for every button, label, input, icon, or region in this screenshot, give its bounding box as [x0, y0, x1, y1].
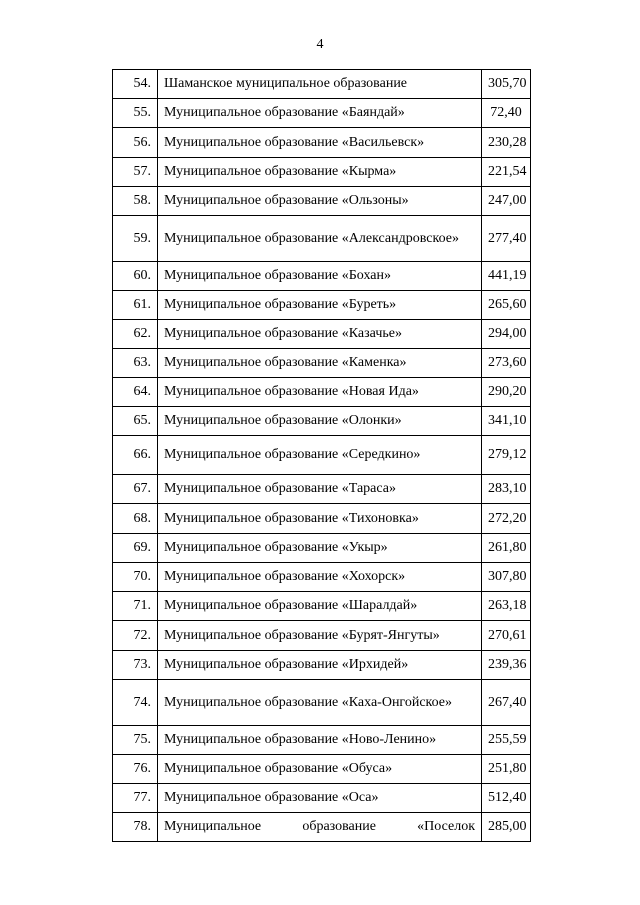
- municipality-value: 230,28: [482, 128, 531, 158]
- row-number: 77.: [113, 784, 158, 813]
- municipality-value: 265,60: [482, 291, 531, 320]
- table-row: [113, 504, 531, 534]
- municipality-name: Шаманское муниципальное образование: [158, 70, 482, 99]
- municipality-name: Муниципальное образование «Ирхидей»: [158, 651, 482, 680]
- row-number: 62.: [113, 320, 158, 349]
- municipality-name: Муниципальное образование «Новая Ида»: [158, 378, 482, 407]
- municipality-name: Муниципальное образование «Тихоновка»: [158, 504, 482, 534]
- row-number: 60.: [113, 262, 158, 291]
- municipality-name: Муниципальное образование «Олонки»: [158, 407, 482, 436]
- municipality-value: 72,40: [482, 99, 531, 128]
- municipality-name: Муниципальное образование «Ользоны»: [158, 187, 482, 216]
- table-row: [113, 187, 531, 216]
- row-number: 75.: [113, 726, 158, 755]
- municipality-value: 273,60: [482, 349, 531, 378]
- row-number: 57.: [113, 158, 158, 187]
- row-number: 59.: [113, 216, 158, 262]
- table-row: [113, 436, 531, 475]
- table-row: [113, 621, 531, 651]
- municipality-value: 261,80: [482, 534, 531, 563]
- municipality-name: Муниципальное образование «Александровское»: [158, 216, 482, 262]
- municipality-value: 279,12: [482, 436, 531, 475]
- municipality-value: 283,10: [482, 475, 531, 504]
- table-row: [113, 726, 531, 755]
- municipality-value: 247,00: [482, 187, 531, 216]
- row-number: 68.: [113, 504, 158, 534]
- table-row: [113, 651, 531, 680]
- table-row: [113, 320, 531, 349]
- municipality-name: Муниципальное образование «Обуса»: [158, 755, 482, 784]
- municipality-name: Муниципальное образование «Тараса»: [158, 475, 482, 504]
- row-number: 64.: [113, 378, 158, 407]
- municipality-name: Муниципальное образование «Поселок: [158, 813, 482, 842]
- municipality-value: 272,20: [482, 504, 531, 534]
- table-row: [113, 128, 531, 158]
- table-row: [113, 70, 531, 99]
- municipality-value: 305,70: [482, 70, 531, 99]
- table-row: [113, 407, 531, 436]
- municipality-value: 255,59: [482, 726, 531, 755]
- row-number: 70.: [113, 563, 158, 592]
- row-number: 63.: [113, 349, 158, 378]
- table-row: [113, 592, 531, 621]
- table-row: [113, 216, 531, 262]
- municipality-name: Муниципальное образование «Кырма»: [158, 158, 482, 187]
- municipality-name: Муниципальное образование «Каменка»: [158, 349, 482, 378]
- row-number: 61.: [113, 291, 158, 320]
- municipality-value: 277,40: [482, 216, 531, 262]
- municipality-value: 239,36: [482, 651, 531, 680]
- row-number: 73.: [113, 651, 158, 680]
- row-number: 55.: [113, 99, 158, 128]
- municipality-name: Муниципальное образование «Укыр»: [158, 534, 482, 563]
- table-row: [113, 291, 531, 320]
- municipality-value: 267,40: [482, 680, 531, 726]
- row-number: 58.: [113, 187, 158, 216]
- municipality-name: Муниципальное образование «Каха-Онгойское»: [158, 680, 482, 726]
- municipality-name: Муниципальное образование «Бурят-Янгуты»: [158, 621, 482, 651]
- table-row: [113, 784, 531, 813]
- table-row: [113, 475, 531, 504]
- municipality-value: 263,18: [482, 592, 531, 621]
- municipality-value: 512,40: [482, 784, 531, 813]
- municipality-value: 221,54: [482, 158, 531, 187]
- municipality-value: 441,19: [482, 262, 531, 291]
- municipality-name: Муниципальное образование «Хохорск»: [158, 563, 482, 592]
- municipality-name: Муниципальное образование «Середкино»: [158, 436, 482, 475]
- row-number: 72.: [113, 621, 158, 651]
- municipality-value: 251,80: [482, 755, 531, 784]
- municipality-value: 307,80: [482, 563, 531, 592]
- row-number: 54.: [113, 70, 158, 99]
- table-row: [113, 158, 531, 187]
- table-row: [113, 680, 531, 726]
- table-row: [113, 262, 531, 291]
- municipality-value: 341,10: [482, 407, 531, 436]
- municipality-name: Муниципальное образование «Буреть»: [158, 291, 482, 320]
- row-number: 56.: [113, 128, 158, 158]
- table-row: [113, 349, 531, 378]
- municipality-value: 294,00: [482, 320, 531, 349]
- row-number: 69.: [113, 534, 158, 563]
- municipality-name: Муниципальное образование «Казачье»: [158, 320, 482, 349]
- municipality-value: 285,00: [482, 813, 531, 842]
- municipality-value: 290,20: [482, 378, 531, 407]
- row-number: 71.: [113, 592, 158, 621]
- row-number: 67.: [113, 475, 158, 504]
- municipality-name: Муниципальное образование «Васильевск»: [158, 128, 482, 158]
- table-row: [113, 99, 531, 128]
- table-row: [113, 563, 531, 592]
- municipality-name: Муниципальное образование «Шаралдай»: [158, 592, 482, 621]
- row-number: 65.: [113, 407, 158, 436]
- municipality-name: Муниципальное образование «Ново-Ленино»: [158, 726, 482, 755]
- table-row: [113, 378, 531, 407]
- table-row: [113, 813, 531, 842]
- row-number: 74.: [113, 680, 158, 726]
- municipality-value: 270,61: [482, 621, 531, 651]
- table-row: [113, 755, 531, 784]
- municipality-name: Муниципальное образование «Баяндай»: [158, 99, 482, 128]
- row-number: 78.: [113, 813, 158, 842]
- municipality-name: Муниципальное образование «Бохан»: [158, 262, 482, 291]
- row-number: 66.: [113, 436, 158, 475]
- municipalities-table: [112, 69, 531, 842]
- row-number: 76.: [113, 755, 158, 784]
- page-number: 4: [316, 37, 324, 52]
- municipality-name: Муниципальное образование «Оса»: [158, 784, 482, 813]
- table-body: [113, 70, 531, 842]
- table-row: [113, 534, 531, 563]
